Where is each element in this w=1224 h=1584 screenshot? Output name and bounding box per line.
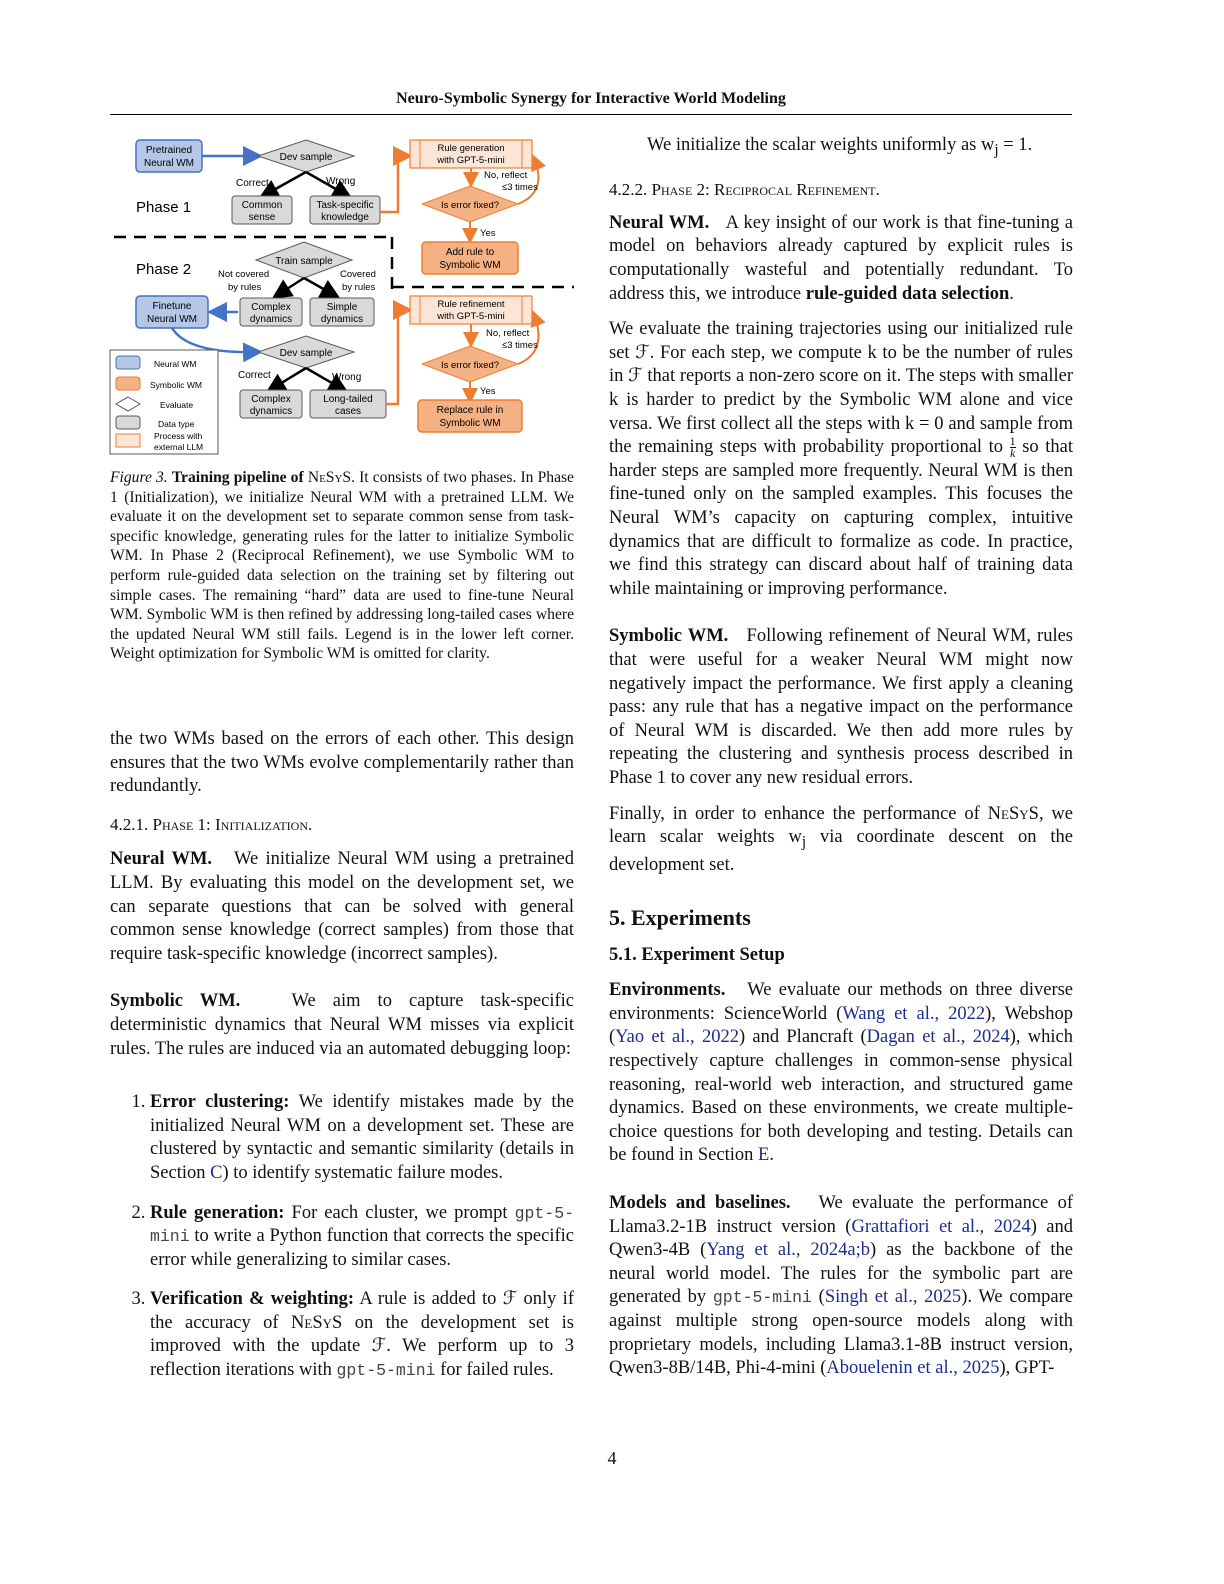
subsection-heading-421: 4.2.1. Phase 1: Initialization. [110, 814, 313, 834]
svg-text:Rule generation: Rule generation [437, 143, 505, 154]
simple-dynamics-node [310, 298, 374, 326]
svg-text:Is error fixed?: Is error fixed? [440, 360, 500, 371]
subsection-heading-51: 5.1. Experiment Setup [609, 944, 785, 965]
figure-legend [110, 350, 218, 454]
svg-text:Covered: Covered [340, 269, 376, 280]
svg-text:Simple: Simple [326, 302, 358, 313]
paragraph: We evaluate the training trajectories using our initialized rule set ℱ. For each step, we compute k to be the number of rules in ℱ that reports a non-zero score on it. The steps with smaller k is harder to predict by the Symbolic WM alone and vice versa. We first collect all the steps with k = 0 and sample from the remaining steps with probability proportional to $\frac{1}{k}$ so that harder steps are sampled more frequently. Neural WM is then fine-tuned only on the sampled examples. This focuses the Neural WM’s capacity on capturing complex, intuitive dynamics that are difficult to formalize as code. In practice, we find this strategy can discard about half of training data while maintaining or improving performance. [609, 319, 1073, 599]
train-sample-diamond [256, 242, 352, 278]
phase1-label: Phase 1 [136, 199, 192, 216]
svg-text:Correct: Correct [238, 370, 271, 381]
svg-text:Train sample: Train sample [275, 256, 333, 267]
svg-text:Yes: Yes [480, 228, 496, 239]
list-item: 2. Rule generation: For each cluster, we prompt gpt-5-mini to write a Python function that corrects the specific error while generalizing to similar cases. [150, 1202, 574, 1273]
left-column [110, 728, 574, 1383]
svg-text:Neural WM: Neural WM [154, 359, 197, 369]
task-specific-node [310, 196, 380, 224]
is-error-fixed-diamond-2 [422, 346, 518, 382]
paragraph: Symbolic WM. We aim to capture task-specific deterministic dynamics that Neural WM misses via explicit rules. The rules are induced via an automated debugging loop: [110, 991, 574, 1059]
svg-text:Not covered: Not covered [218, 269, 270, 280]
svg-text:by rules: by rules [342, 282, 376, 293]
svg-text:Task-specific: Task-specific [316, 200, 374, 211]
svg-text:No, reflect: No, reflect [486, 328, 530, 339]
subsection-heading-422: 4.2.2. Phase 2: Reciprocal Refinement. [609, 180, 880, 200]
rule-refinement-node [410, 296, 532, 324]
dev-sample-diamond-2 [258, 336, 354, 368]
svg-text:with GPT-5-mini: with GPT-5-mini [437, 311, 505, 322]
figure-caption: Figure 3. Training pipeline of NeSyS. It consists of two phases. In Phase 1 (Initialization), we initialize Neural WM with a pretrained LLM. We evaluate it on the development set to separate common sense from task-specific knowledge, generating rules for the latter to initialize Symbolic WM. In Phase 2 (Reciprocal Refinement), we use Symbolic WM to perform rule-guided data selection on the training set by filtering out simple cases. The remaining “hard” data are used to fine-tune Neural WM. Symbolic WM is then refined by addressing long-tailed cases where the updated Neural WM still fails. Legend is in the lower left corner. Weight optimization for Symbolic WM is omitted for clarity. [110, 469, 574, 663]
svg-text:Evaluate: Evaluate [160, 400, 194, 410]
svg-text:Yes: Yes [480, 386, 496, 397]
common-sense-node [232, 196, 292, 224]
svg-text:dynamics: dynamics [249, 406, 293, 417]
paragraph: Neural WM. A key insight of our work is that fine-tuning a model on behaviors already captured by explicit rules is computationally wasteful and potentially redundant. To address this, we introduce rule-guided data selection. [609, 212, 1073, 304]
svg-text:Replace rule in: Replace rule in [436, 405, 504, 416]
finetune-neural-wm-node [136, 296, 208, 328]
svg-text:Finetune: Finetune [152, 301, 192, 312]
citation-link[interactable]: Dagan et al., 2024 [866, 1027, 1010, 1048]
svg-text:dynamics: dynamics [320, 314, 364, 325]
svg-text:Long-tailed: Long-tailed [323, 394, 373, 405]
right-column [609, 134, 1073, 1381]
paragraph: Finally, in order to enhance the performance of NeSyS, we learn scalar weights $w_j$ via coordinate descent on the development set. [609, 803, 1073, 876]
svg-text:Neural WM: Neural WM [146, 314, 198, 325]
svg-text:≤3 times: ≤3 times [502, 340, 538, 351]
svg-text:with GPT-5-mini: with GPT-5-mini [437, 155, 505, 166]
paragraph: Neural WM. We initialize Neural WM using a pretrained LLM. By evaluating this model on the development set, we can separate questions that can be solved with general common sense knowledge (correct samples) from those that require task-specific knowledge (incorrect samples). [110, 849, 574, 964]
svg-text:Is error fixed?: Is error fixed? [440, 200, 500, 211]
citation-link[interactable]: Wang et al., 2022 [842, 1003, 986, 1024]
citation-link[interactable]: Yao et al., 2022 [615, 1027, 739, 1048]
citation-link[interactable]: Grattafiori et al., 2024 [851, 1216, 1031, 1237]
svg-text:Dev sample: Dev sample [279, 348, 333, 359]
page-number: 4 [607, 1448, 617, 1468]
running-header: Neuro-Symbolic Synergy for Interactive World Modeling [396, 90, 786, 107]
svg-text:by rules: by rules [228, 282, 262, 293]
list-item: 3. Verification & weighting: A rule is added to ℱ only if the accuracy of NeSyS on the development set is improved with the update ℱ. We perform up to 3 reflection iterations with gpt-5-mini for failed rules. [150, 1288, 574, 1382]
citation-link[interactable]: Yang et al., 2024a;b [706, 1240, 871, 1261]
svg-text:Dev sample: Dev sample [279, 152, 333, 163]
phase2-label: Phase 2 [136, 261, 192, 278]
svg-text:Pretrained: Pretrained [145, 145, 193, 156]
long-tailed-node [310, 390, 386, 418]
paragraph: Symbolic WM. Following refinement of Neural WM, rules that were useful for a weaker Neural WM might now negatively impact the performance. We first apply a cleaning pass: any rule that has a negative impact on the performance of Neural WM is discarded. We then add more rules by repeating the clustering and synthesis process described in Phase 1 to cover any new residual errors. [609, 626, 1073, 788]
svg-text:dynamics: dynamics [249, 314, 293, 325]
citation-link[interactable]: Singh et al., 2025 [824, 1287, 962, 1308]
svg-text:Rule refinement: Rule refinement [437, 299, 505, 310]
svg-text:Symbolic WM: Symbolic WM [150, 380, 202, 390]
citation-link[interactable]: Abouelenin et al., 2025 [826, 1358, 1000, 1379]
add-rule-node [422, 242, 518, 274]
svg-text:Process with: Process with [154, 431, 203, 441]
complex-dynamics-node-2 [240, 390, 302, 418]
dev-sample-diamond-1 [258, 140, 354, 172]
wrong-label-1: Wrong [326, 176, 356, 187]
svg-text:Neural WM: Neural WM [143, 158, 195, 169]
svg-text:No, reflect: No, reflect [484, 170, 528, 181]
replace-rule-node [418, 400, 522, 432]
section-heading-5: 5. Experiments [609, 905, 751, 930]
svg-text:cases: cases [334, 406, 362, 417]
paragraph: Environments. We evaluate our methods on three diverse environments: ScienceWorld (Wang et al., 2022), Webshop (Yao et al., 2022) and Plancraft (Dagan et al., 2024), which respectively capture challenges in common-sense physical reasoning, real-world web interaction, and structured game dynamics. Based on these environments, we create multiple-choice questions for both developing and testing. Details can be found in Section E. [609, 980, 1074, 1166]
rule-generation-node [410, 140, 532, 168]
svg-text:Symbolic WM: Symbolic WM [439, 260, 501, 271]
correct-label-1: Correct [236, 178, 269, 189]
svg-text:Common: Common [241, 200, 283, 211]
paragraph: the two WMs based on the errors of each other. This design ensures that the two WMs evolve complementarily rather than redundantly. [110, 729, 574, 797]
header-rule [110, 114, 1072, 115]
svg-text:≤3 times: ≤3 times [502, 182, 538, 193]
complex-dynamics-node-1 [240, 298, 302, 326]
svg-text:Wrong: Wrong [332, 372, 362, 383]
paragraph: Models and baselines. We evaluate the performance of Llama3.2-1B instruct version (Grattafiori et al., 2024) and Qwen3-4B (Yang et al., 2024a;b) as the backbone of the neural world model. The rules for the symbolic part are generated by gpt-5-mini (Singh et al., 2025). We compare against multiple strong open-source models along with proprietary models, including Llama3.1-8B instruct version, Qwen3-8B/14B, Phi-4-mini (Abouelenin et al., 2025), GPT- [609, 1192, 1074, 1379]
section-link[interactable]: E [758, 1145, 770, 1166]
debug-loop-list [110, 1091, 574, 1383]
paragraph: We initialize the scalar weights uniformly as $w_j = 1$. [647, 135, 1033, 159]
training-pipeline-figure [108, 132, 578, 457]
svg-text:Data type: Data type [158, 419, 195, 429]
section-link[interactable]: C [210, 1162, 223, 1183]
svg-text:Complex: Complex [251, 394, 291, 405]
svg-text:Symbolic WM: Symbolic WM [439, 418, 501, 429]
svg-text:Add rule to: Add rule to [445, 247, 495, 258]
pretrained-neural-wm-node [136, 140, 202, 172]
svg-text:knowledge: knowledge [321, 212, 369, 223]
list-item: 1. Error clustering: We identify mistakes made by the initialized Neural WM on a development set. These are clustered by syntactic and semantic similarity (details in Section C) to identify systematic failure modes. [150, 1091, 574, 1185]
svg-text:external LLM: external LLM [154, 442, 204, 452]
svg-text:sense: sense [248, 212, 276, 223]
svg-text:Complex: Complex [251, 302, 291, 313]
